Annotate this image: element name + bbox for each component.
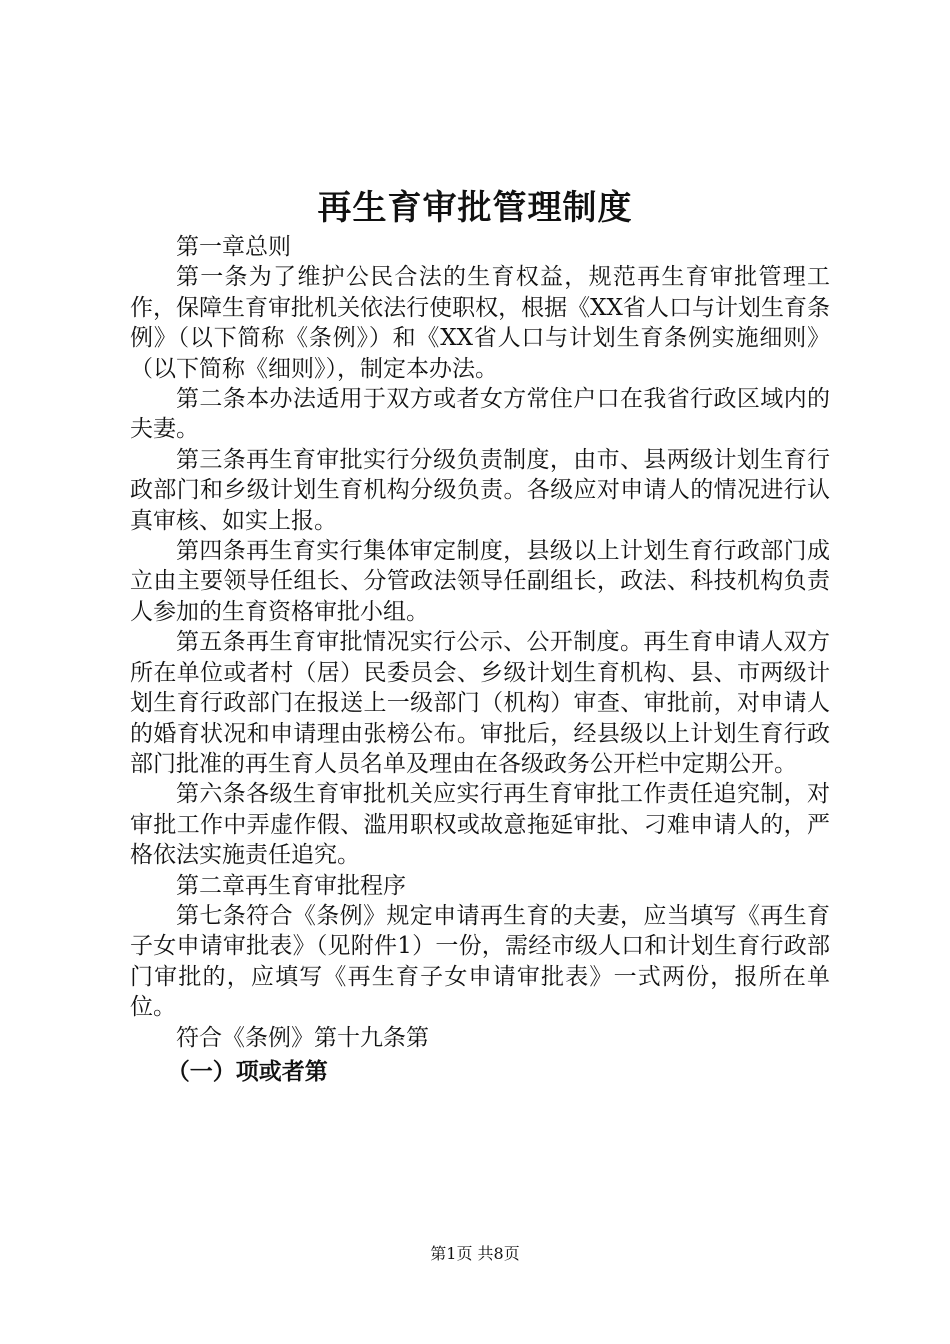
document-title: 再生育审批管理制度 — [317, 188, 633, 228]
paragraph: 第七条符合《条例》规定申请再生育的夫妻，应当填写《再生育子女申请审批表》（见附件1）一份，需经市级人口和计划生育行政部门审批的，应填写《再生育子女申请审批表》一式两份，报所在单位。 — [130, 902, 830, 1021]
paragraph: 第五条再生育审批情况实行公示、公开制度。再生育申请人双方所在单位或者村（居）民委员会、乡级计划生育机构、县、市两级计划生育行政部门在报送上一级部门（机构）审查、审批前，对申请人的婚育状况和申请理由张榜公布。审批后，经县级以上计划生育行政部门批准的再生育人员名单及理由在各级政务公开栏中定期公开。 — [130, 629, 830, 777]
paragraph: 第六条各级生育审批机关应实行再生育审批工作责任追究制，对审批工作中弄虚作假、滥用职权或故意拖延审批、刁难申请人的，严格依法实施责任追究。 — [130, 781, 830, 869]
page-footer: 第1页 共8页 — [430, 1244, 520, 1263]
paragraph: 第二条本办法适用于双方或者女方常住户口在我省行政区域内的夫妻。 — [130, 386, 830, 443]
document-body — [130, 232, 830, 1087]
paragraph: 符合《条例》第十九条第 — [176, 1024, 429, 1051]
paragraph: 第三条再生育审批实行分级负责制度，由市、县两级计划生育行政部门和乡级计划生育机构分级负责。各级应对申请人的情况进行认真审核、如实上报。 — [130, 446, 830, 534]
paragraph: 第二章再生育审批程序 — [176, 872, 406, 899]
paragraph: 第四条再生育实行集体审定制度，县级以上计划生育行政部门成立由主要领导任组长、分管政法领导任副组长，政法、科技机构负责人参加的生育资格审批小组。 — [130, 538, 830, 625]
paragraph: 第一条为了维护公民合法的生育权益，规范再生育审批管理工作，保障生育审批机关依法行使职权，根据《XX省人口与计划生育条例》（以下简称《条例》）和《XX省人口与计划生育条例实施细则》（以下简称《细则》），制定本办法。 — [130, 264, 830, 382]
paragraph: 第一章总则 — [176, 234, 291, 260]
bold-subheading: （一）项或者第 — [166, 1058, 328, 1085]
